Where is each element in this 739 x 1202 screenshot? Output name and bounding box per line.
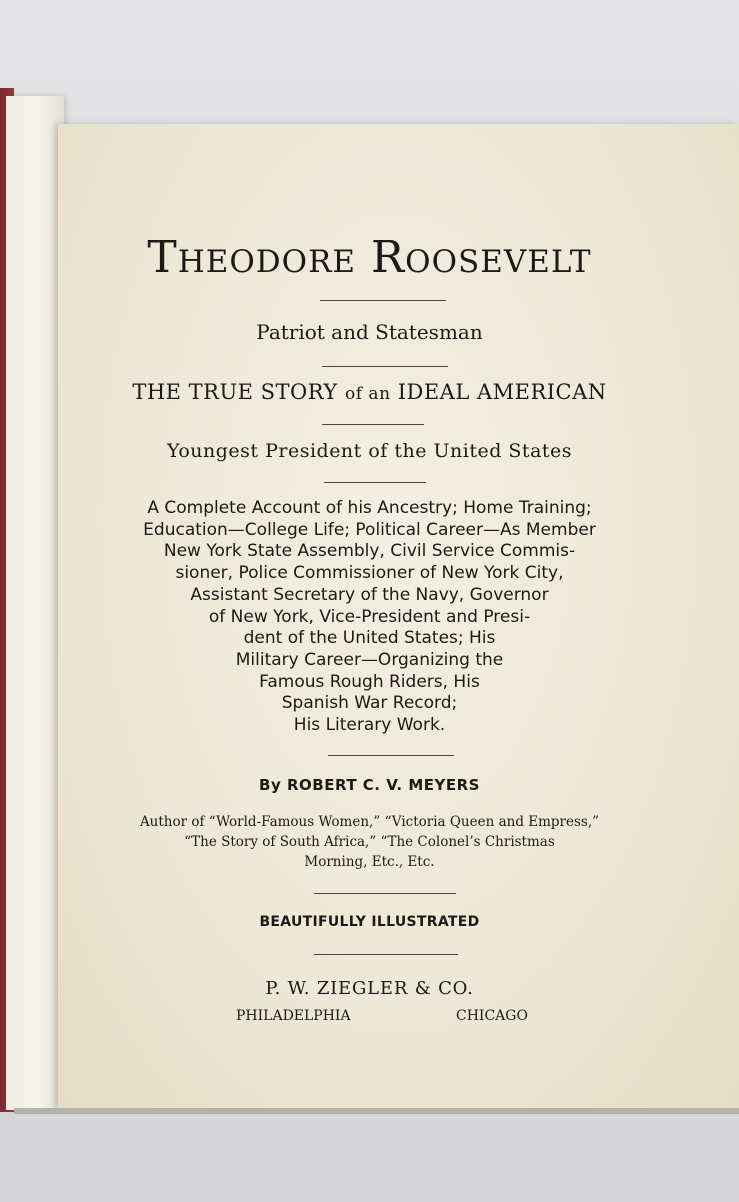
book-subtitle: Patriot and Statesman bbox=[256, 320, 483, 344]
book-title: Theodore Roosevelt bbox=[147, 232, 592, 283]
account-line: Military Career—Organizing the bbox=[235, 649, 504, 670]
account-line: Education—College Life; Political Career—As Member bbox=[143, 519, 596, 540]
tagline-part2: of an bbox=[345, 384, 391, 404]
divider-rule bbox=[314, 954, 458, 955]
account-paragraph bbox=[0, 498, 739, 737]
publisher-name: P. W. ZIEGLER & CO. bbox=[265, 978, 474, 999]
youngest-president-line: Youngest President of the United States bbox=[166, 440, 573, 462]
divider-rule bbox=[322, 424, 424, 425]
account-line: dent of the United States; His bbox=[243, 628, 496, 649]
page-bottom-edge bbox=[14, 1108, 739, 1114]
author-of-line: Morning, Etc., Etc. bbox=[304, 854, 435, 870]
author-of-line: “The Story of South Africa,” “The Colonel’s Christmas bbox=[184, 834, 555, 850]
account-line: sioner, Police Commissioner of New York City, bbox=[175, 563, 564, 584]
account-line: Spanish War Record; bbox=[281, 693, 458, 714]
account-line: Assistant Secretary of the Navy, Governor bbox=[190, 584, 549, 605]
account-line: His Literary Work. bbox=[293, 715, 446, 736]
divider-rule bbox=[324, 482, 426, 483]
tagline bbox=[0, 380, 739, 404]
account-line: of New York, Vice-President and Presi- bbox=[208, 606, 531, 627]
author-byline: By ROBERT C. V. MEYERS bbox=[259, 776, 480, 794]
divider-rule bbox=[322, 366, 448, 367]
account-line: New York State Assembly, Civil Service Commis- bbox=[163, 541, 576, 562]
divider-rule bbox=[328, 755, 454, 756]
author-of-line: Author of “World-Famous Women,” “Victoria Queen and Empress,” bbox=[139, 814, 600, 830]
illustrated-note: BEAUTIFULLY ILLUSTRATED bbox=[259, 914, 480, 930]
account-line: A Complete Account of his Ancestry; Home Training; bbox=[147, 498, 592, 518]
account-line: Famous Rough Riders, His bbox=[259, 671, 480, 692]
divider-rule bbox=[314, 893, 456, 894]
tagline-part1: THE TRUE STORY bbox=[132, 380, 338, 404]
tagline-part3: IDEAL AMERICAN bbox=[397, 380, 607, 404]
author-other-works bbox=[0, 812, 739, 872]
city-chicago: CHICAGO bbox=[456, 1008, 528, 1024]
city-philadelphia: PHILADELPHIA bbox=[236, 1008, 351, 1024]
divider-rule bbox=[320, 300, 446, 301]
